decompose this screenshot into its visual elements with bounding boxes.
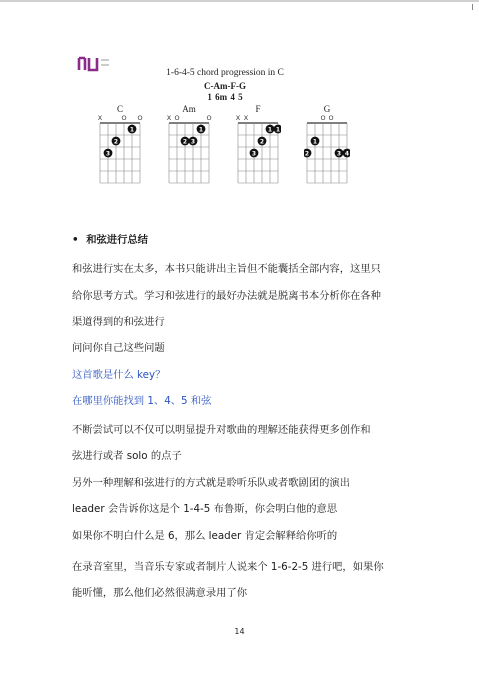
open-string-mark: O	[206, 114, 212, 122]
muted-string-mark: X	[235, 114, 241, 122]
finger-number: 2	[182, 138, 188, 146]
chord-grid	[97, 113, 143, 185]
paragraph-line: 渠道得到的和弦进行	[72, 316, 165, 328]
finger-number: 2	[304, 150, 310, 158]
chord-diagram-am	[166, 104, 212, 182]
finger-number: 3	[190, 138, 196, 146]
open-string-mark: O	[121, 114, 127, 122]
top-rule	[0, 0, 479, 2]
muted-string-mark: X	[97, 114, 103, 122]
paragraph-line: 如果你不明白什么是 6，那么 leader 肯定会解释给你听的	[72, 530, 338, 542]
chord-diagram-g	[304, 104, 350, 182]
paragraph-line: 能听懂，那么他们必然很满意录用了你	[72, 587, 248, 599]
chord-grid	[304, 113, 350, 185]
chord-grid	[235, 113, 281, 185]
finger-number: 1	[198, 126, 204, 134]
finger-number: 4	[344, 150, 350, 158]
open-string-mark: O	[328, 114, 334, 122]
finger-number: 3	[105, 150, 111, 158]
paragraph-line: 和弦进行实在太多，本书只能讲出主旨但不能囊括全部内容，这里只	[72, 263, 381, 275]
open-string-mark: O	[137, 114, 143, 122]
finger-number: 1	[312, 138, 318, 146]
chord-name: F	[255, 104, 261, 114]
paragraph-line: 不断尝试可以不仅可以明显提升对歌曲的理解还能获得更多创作和	[72, 424, 371, 436]
section-heading	[72, 233, 148, 247]
figure-caption: 1-6-4-5 chord progression in C	[166, 68, 284, 78]
question-line: 在哪里你能找到 1、4、5 和弦	[72, 395, 212, 407]
page-number: 14	[234, 627, 245, 636]
chord-diagram-f	[235, 104, 281, 182]
open-string-mark: O	[320, 114, 326, 122]
progression-chord-names: C-Am-F-G	[204, 81, 246, 91]
chord-grid	[166, 113, 212, 185]
heading-text: 和弦进行总结	[86, 234, 148, 246]
chord-name: C	[116, 104, 123, 114]
chord-progression-figure	[75, 48, 375, 188]
finger-number: 3	[251, 150, 257, 158]
question-line: 这首歌是什么 key？	[72, 369, 166, 381]
finger-number: 1	[129, 126, 135, 134]
bullet: •	[72, 234, 79, 246]
chord-name: G	[323, 104, 331, 114]
corner-mark	[472, 4, 473, 10]
paragraph-line: 另外一种理解和弦进行的方式就是聆听乐队或者歌剧团的演出	[72, 477, 351, 489]
paragraph-line: 给你思考方式。学习和弦进行的最好办法就是脱离书本分析你在各种	[72, 290, 381, 302]
paragraph-line: leader 会告诉你这是个 1-4-5 布鲁斯，你会明白他的意思	[72, 503, 338, 515]
chord-name: Am	[182, 104, 196, 114]
chord-diagram-c	[97, 104, 143, 182]
finger-number: 2	[259, 138, 265, 146]
muted-string-mark: X	[166, 114, 172, 122]
muted-string-mark: X	[243, 114, 249, 122]
finger-number: 3	[336, 150, 342, 158]
paragraph-line: 弦进行或者 solo 的点子	[72, 450, 182, 462]
finger-number: 1	[275, 126, 281, 134]
paragraph-line: 问问你自己这些问题	[72, 342, 165, 354]
progression-numbers: 1 6m 4 5	[207, 92, 243, 102]
finger-number: 2	[113, 138, 119, 146]
open-string-mark: O	[174, 114, 180, 122]
finger-number: 1	[267, 126, 273, 134]
paragraph-line: 在录音室里，当音乐专家或者制片人说来个 1-6-2-5 进行吧，如果你	[72, 561, 384, 573]
